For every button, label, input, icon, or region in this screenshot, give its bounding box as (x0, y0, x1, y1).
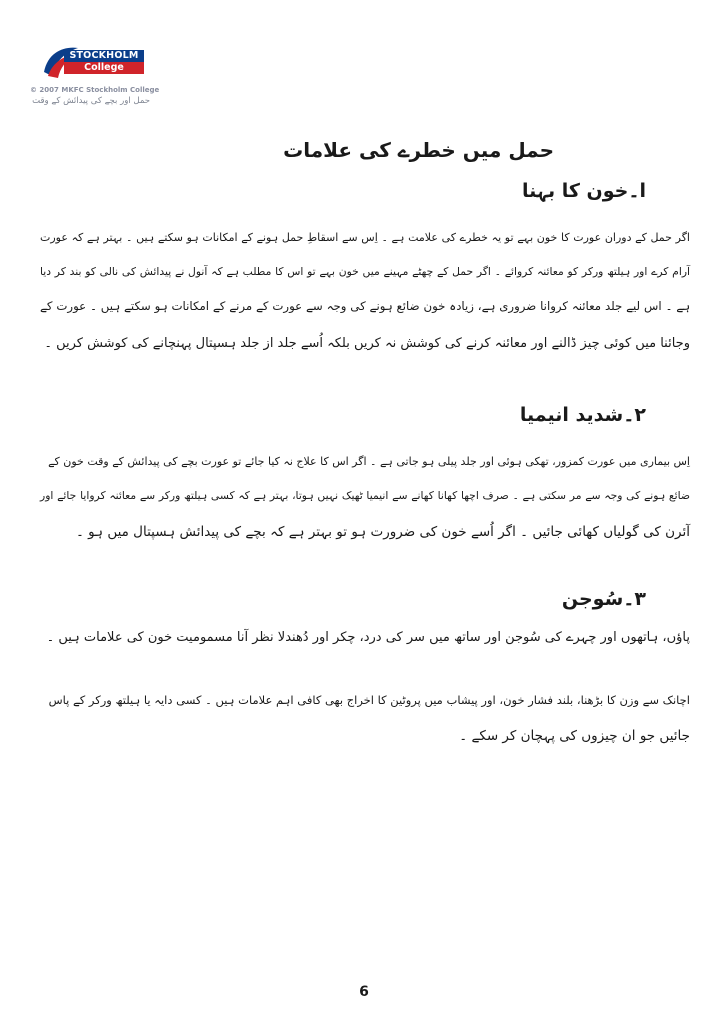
paragraph-line: اچانک سے وزن کا بڑھنا، بلند فشار خون، اور پیشاب میں پروٹین کا اخراج بھی کافی اہم علامات ہیں ۔ کسی دایہ یا ہیلتھ ورکر کے پاس (48, 693, 690, 707)
page-title: حمل میں خطرے کی علامات (283, 138, 554, 162)
paragraph-line: جائیں جو ان چیزوں کی پہچان کر سکے ۔ (459, 728, 690, 744)
paragraph-line: پاؤں، ہاتھوں اور چہرے کی سُوجن اور ساتھ میں سر کی درد، چکر اور دُھندلا نظر آنا مسمومیت خون کی علامات ہیں ۔ (46, 630, 690, 645)
paragraph-line: آرام کرے اور ہیلتھ ورکر کو معائنہ کروائے ۔ اگر حمل کے چھٹے مہینے میں خون بہے تو اس کا مطلب ہے کہ آنول نے پیدائش کی نالی کو بند کر دیا (40, 265, 690, 278)
paragraph-line: اِس بیماری میں عورت کمزور، تھکی ہوئی اور جلد پیلی ہو جاتی ہے ۔ اگر اس کا علاج نہ کیا جائے تو عورت بچے کی پیدائش کے وقت خون کے (48, 455, 690, 468)
logo-copyright: © 2007 MKFC Stockholm College (30, 86, 160, 94)
paragraph-line: آئرن کی گولیاں کھائی جائیں ۔ اگر اُسے خون کی ضرورت ہو تو بہتر ہے کہ بچے کی پیدائش ہسپتال میں ہو ۔ (75, 524, 690, 540)
page-number: 6 (359, 984, 369, 1000)
logo-bottom-text: College (64, 62, 144, 74)
section-heading-swelling: ۳۔سُوجن (561, 588, 646, 610)
paragraph-line: ہے ۔ اس لیے جلد معائنہ کروانا ضروری ہے، زیادہ خون ضائع ہونے کی وجہ سے عورت کے مرنے کے امکانات ہو سکتے ہیں ۔ عورت کے (40, 299, 690, 313)
section-heading-anemia: ۲۔شدید انیمیا (519, 404, 646, 426)
logo-top-text: STOCKHOLM (64, 50, 144, 62)
section-heading-bleeding: ا۔خون کا بہنا (521, 180, 646, 202)
logo-tagline: حمل اور بچے کی پیدائش کے وقت (32, 96, 150, 106)
paragraph-line: وجائنا میں کوئی چیز ڈالنے اور معائنہ کرنے کی کوشش نہ کریں بلکہ اُسے جلد از جلد ہسپتال پہنچانے کی کوشش کریں ۔ (44, 336, 690, 351)
paragraph-line: ضائع ہونے کی وجہ سے مر سکتی ہے ۔ صرف اچھا کھانا کھانے سے انیمیا ٹھیک نہیں ہوتا، بہتر ہے کہ کسی ہیلتھ ورکر سے معائنہ کروایا جائے اور (40, 489, 690, 502)
paragraph-line: اگر حمل کے دوران عورت کا خون بہے تو یہ خطرے کی علامت ہے ۔ اِس سے اسقاطِ حمل ہونے کے امکانات ہو سکتے ہیں ۔ بہتر ہے کہ عورت (40, 231, 690, 244)
college-logo (30, 40, 160, 110)
